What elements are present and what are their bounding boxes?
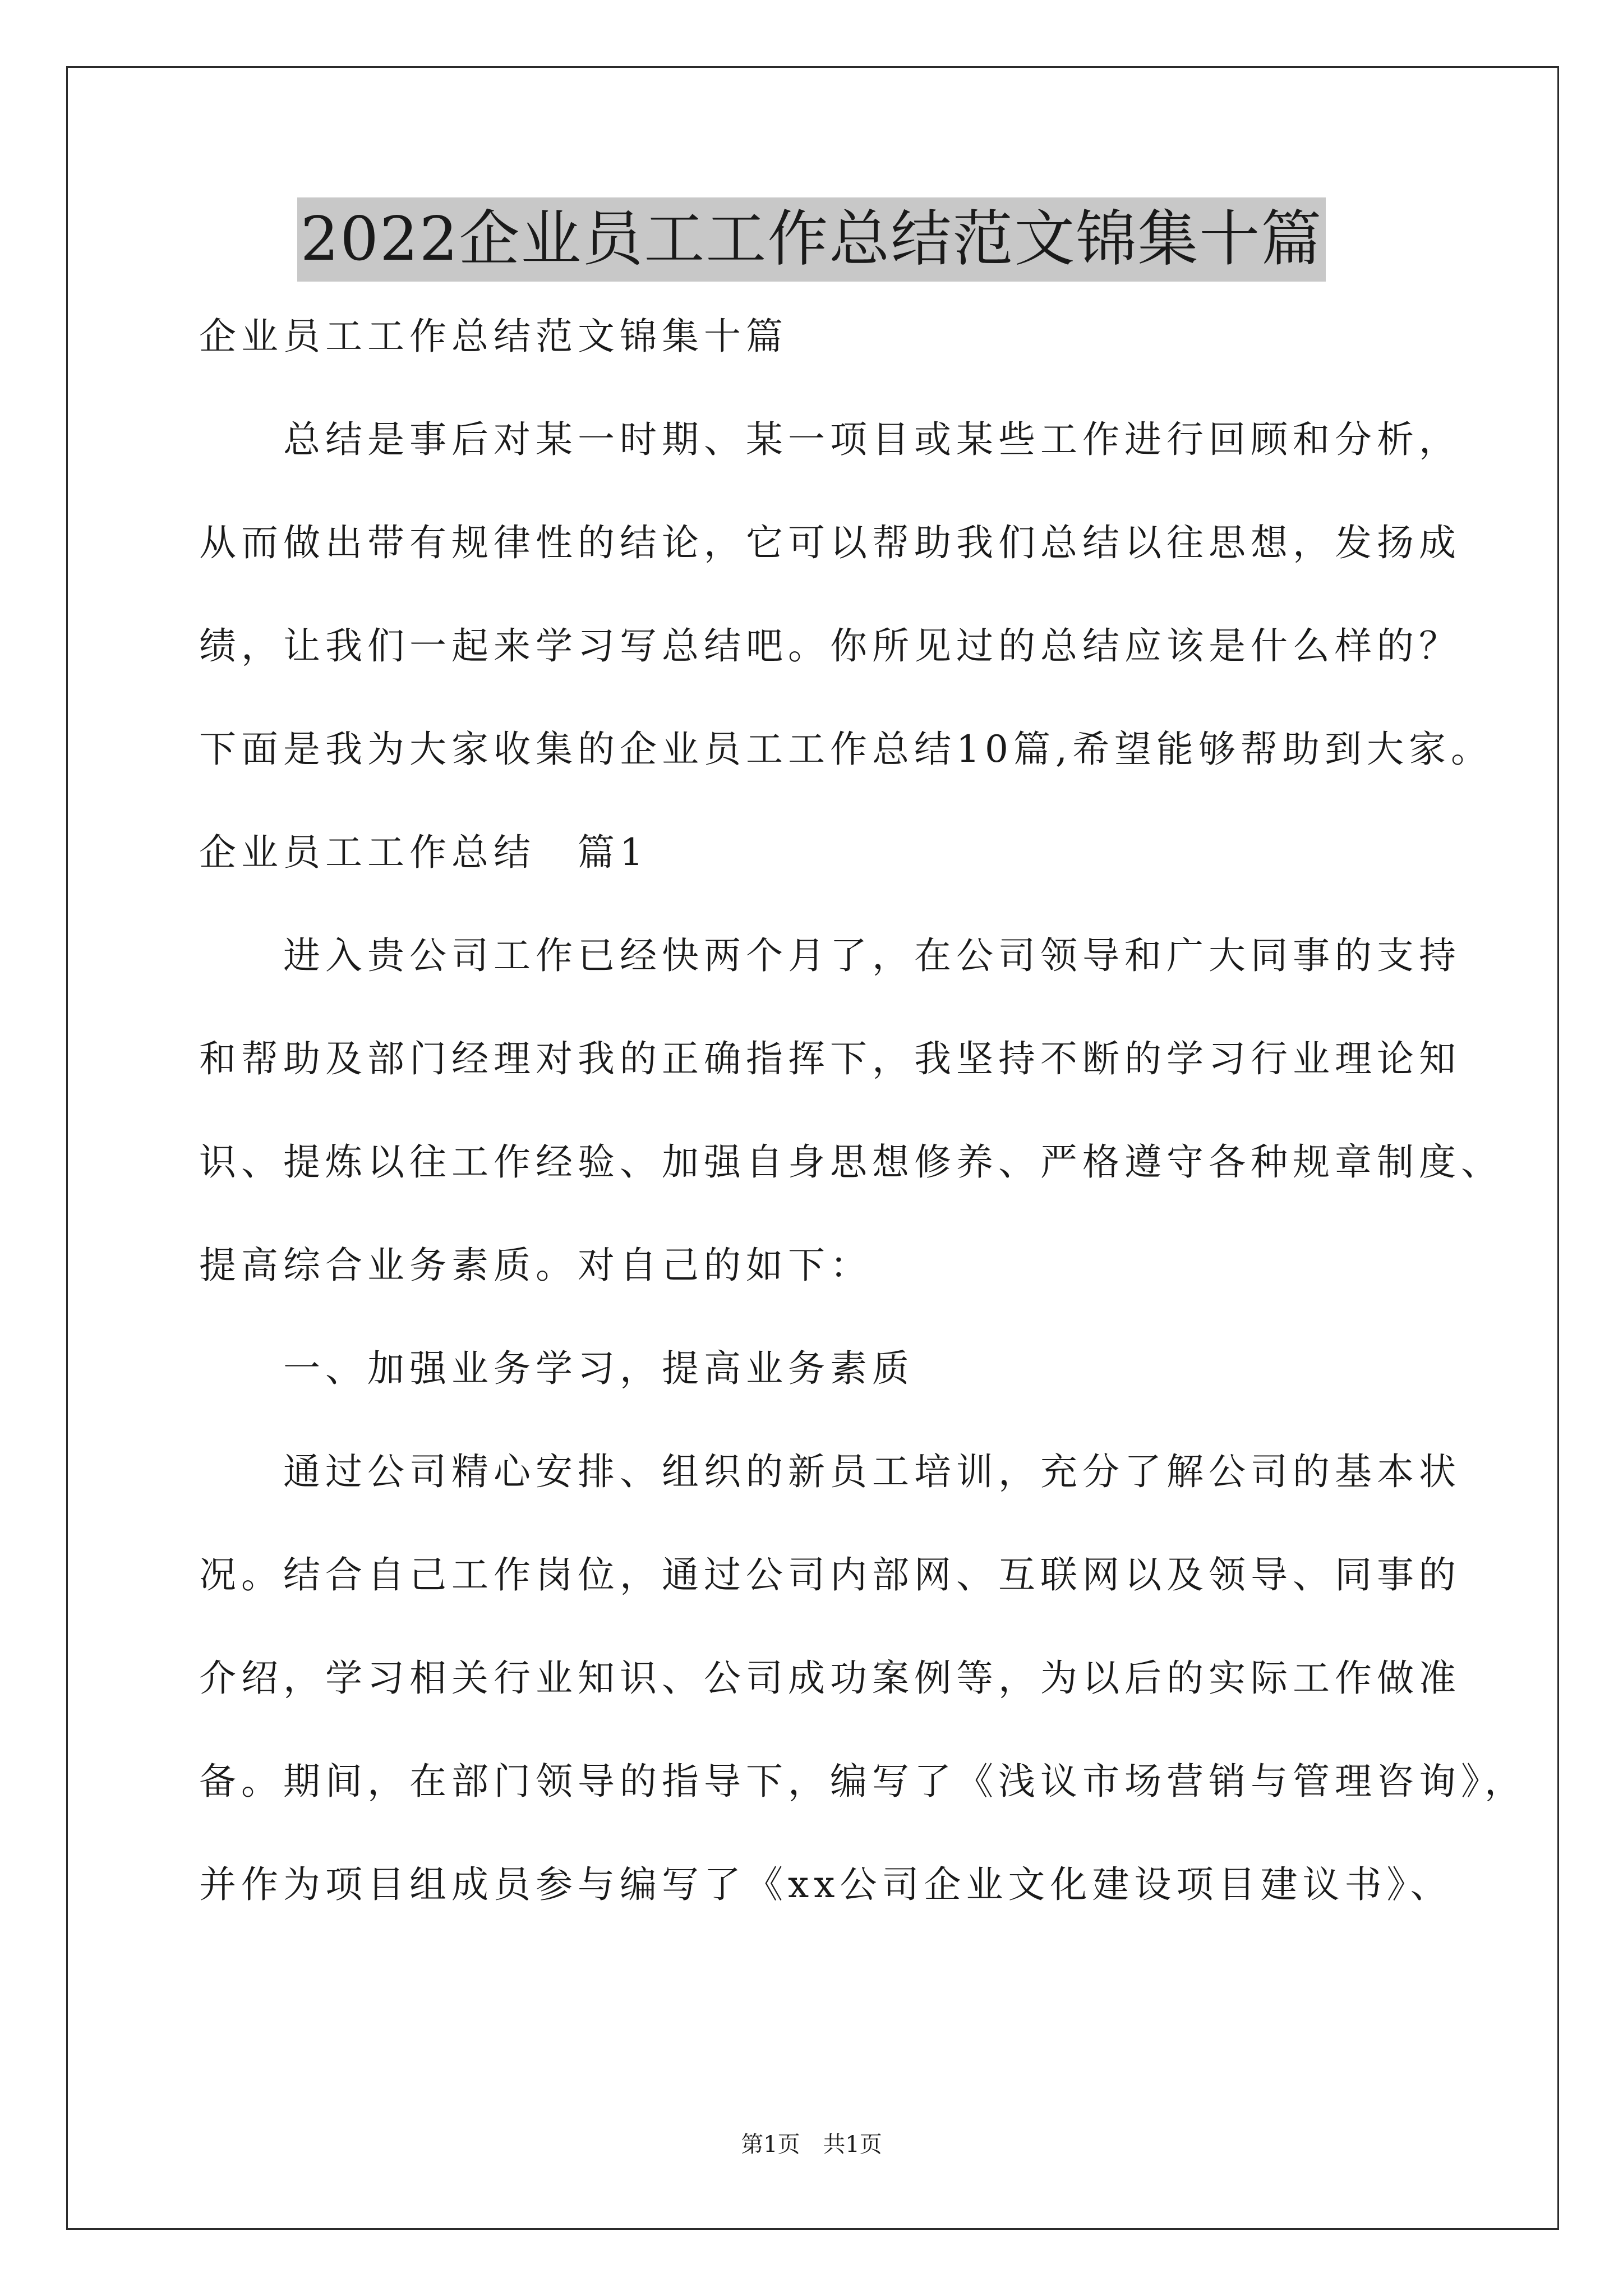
page-footer: [0, 2129, 1623, 2160]
body-line: 进入贵公司工作已经快两个月了，在公司领导和广大同事的支持: [199, 934, 1461, 977]
body-line: 和帮助及部门经理对我的正确指挥下，我坚持不断的学习行业理论知: [199, 1037, 1461, 1080]
body-line: 介绍，学习相关行业知识、公司成功案例等，为以后的实际工作做准: [199, 1657, 1461, 1700]
page-number-current: 第1页: [741, 2132, 800, 2157]
section-heading: 企业员工工作总结 篇1: [199, 831, 648, 874]
subsection-heading: 一、加强业务学习，提高业务素质: [199, 1347, 914, 1390]
body-line: 提高综合业务素质。对自己的如下：: [199, 1244, 872, 1287]
body-line: 从而做出带有规律性的结论，它可以帮助我们总结以往思想，发扬成: [199, 521, 1461, 564]
body-line: 总结是事后对某一时期、某一项目或某些工作进行回顾和分析，: [199, 418, 1461, 461]
body-line: 企业员工工作总结范文锦集十篇: [199, 315, 788, 358]
document-title-text: 2022企业员工工作总结范文锦集十篇: [297, 197, 1326, 282]
body-line: 下面是我为大家收集的企业员工工作总结10篇,希望能够帮助到大家。: [199, 728, 1493, 771]
body-line: 通过公司精心安排、组织的新员工培训，充分了解公司的基本状: [199, 1450, 1461, 1493]
body-line: 识、提炼以往工作经验、加强自身思想修养、严格遵守各种规章制度、: [199, 1140, 1503, 1184]
page-number-total: 共1页: [823, 2132, 882, 2157]
body-line: 备。期间，在部门领导的指导下，编写了《浅议市场营销与管理咨询》，: [199, 1760, 1527, 1803]
body-line: 况。结合自己工作岗位，通过公司内部网、互联网以及领导、同事的: [199, 1553, 1461, 1596]
body-line: 并作为项目组成员参与编写了《xx公司企业文化建设项目建议书》、: [199, 1863, 1453, 1906]
body-line: 绩，让我们一起来学习写总结吧。你所见过的总结应该是什么样的？: [199, 624, 1461, 668]
document-title: [0, 197, 1623, 282]
